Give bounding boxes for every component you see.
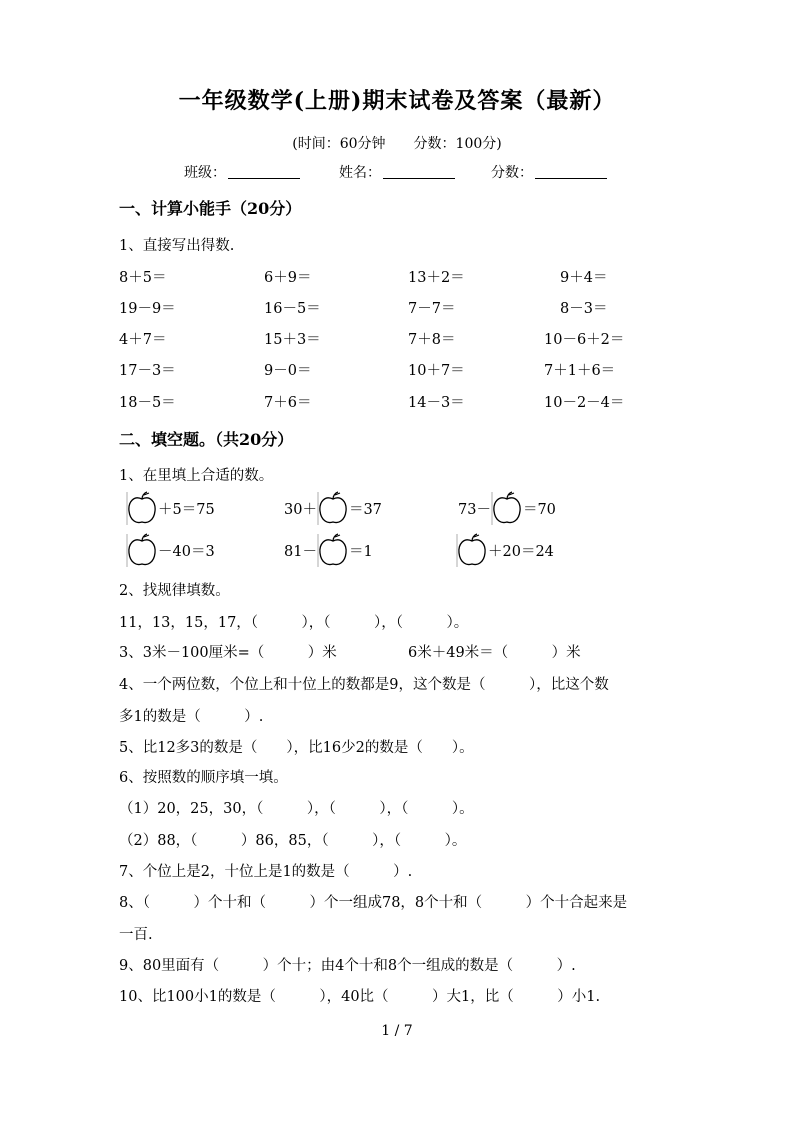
calc-item: 19－9＝ <box>119 301 176 317</box>
page-number: 1 / 7 <box>381 1023 413 1039</box>
apple-equation <box>284 490 382 526</box>
eq-prefix: 81－ <box>284 543 317 560</box>
section2-q6: 6、按照数的顺序填一填。 <box>119 770 288 786</box>
section2-q4-line2: 多1的数是（ ）. <box>119 709 264 725</box>
class-field <box>184 162 300 182</box>
name-blank[interactable] <box>383 164 455 179</box>
calc-item: 6＋9＝ <box>264 270 312 286</box>
calc-item: 13＋2＝ <box>408 270 465 286</box>
calc-item: 17－3＝ <box>119 363 176 379</box>
section2-q9: 9、80里面有（ ）个十；由4个十和8个一组成的数是（ ）. <box>119 958 576 974</box>
calc-item: 10－6＋2＝ <box>544 332 625 348</box>
section1-q1: 1、直接写出得数. <box>119 238 235 254</box>
apple-equation <box>458 490 556 526</box>
score-blank[interactable] <box>535 164 607 179</box>
calc-item: 18－5＝ <box>119 395 176 411</box>
eq-suffix: －40＝3 <box>158 543 215 560</box>
calc-item: 8＋5＝ <box>119 270 167 286</box>
eq-suffix: ＝70 <box>522 501 556 518</box>
calc-item: 7＋8＝ <box>408 332 456 348</box>
eq-prefix: 30＋ <box>284 501 317 518</box>
name-field <box>339 162 455 182</box>
calc-item: 10－2－4＝ <box>544 395 625 411</box>
apple-icon[interactable] <box>456 532 488 568</box>
apple-equation <box>284 532 373 568</box>
calc-item: 7＋6＝ <box>264 395 312 411</box>
section2-q4-line1: 4、一个两位数，个位上和十位上的数都是9，这个数是（ ），比这个数 <box>119 677 609 693</box>
apple-icon[interactable] <box>126 532 158 568</box>
score-label: 分数： <box>491 165 533 181</box>
time-limit: (时间：60分钟 <box>292 136 386 152</box>
section2-q3a: 3、3米－100厘米=（ ）米 <box>119 645 337 661</box>
section2-q6-2: （2）88，（ ）86，85，（ ），（ ）。 <box>119 833 467 849</box>
calc-item: 8－3＝ <box>560 301 608 317</box>
exam-subtitle <box>0 133 794 153</box>
class-blank[interactable] <box>228 164 300 179</box>
page-title: 一年级数学(上册)期末试卷及答案（最新） <box>178 88 616 114</box>
apple-equation <box>126 490 215 526</box>
section1-heading: 一、计算小能手（20分） <box>119 199 302 218</box>
apple-icon[interactable] <box>317 532 349 568</box>
apple-equation <box>456 532 554 568</box>
section2-q8-line2: 一百. <box>119 927 153 943</box>
section2-q2: 2、找规律填数。 <box>119 583 230 599</box>
eq-suffix: ＋20＝24 <box>488 543 554 560</box>
eq-suffix: ＋5＝75 <box>158 501 215 518</box>
name-label: 姓名： <box>339 165 381 181</box>
apple-equation <box>126 532 215 568</box>
section2-q6-1: （1）20，25，30，（ ），（ ），（ ）。 <box>119 801 474 817</box>
section2-q1: 1、在里填上合适的数。 <box>119 468 274 484</box>
score-field <box>491 162 607 182</box>
apple-icon[interactable] <box>491 490 523 526</box>
calc-item: 7＋1＋6＝ <box>544 363 616 379</box>
calc-item: 15＋3＝ <box>264 332 321 348</box>
eq-prefix: 73－ <box>458 501 491 518</box>
eq-suffix: ＝37 <box>348 501 382 518</box>
calc-item: 14－3＝ <box>408 395 465 411</box>
calc-item: 16－5＝ <box>264 301 321 317</box>
section2-q10: 10、比100小1的数是（ ），40比（ ）大1，比（ ）小1. <box>119 989 601 1005</box>
calc-item: 7－7＝ <box>408 301 456 317</box>
apple-icon[interactable] <box>317 490 349 526</box>
apple-icon[interactable] <box>126 490 158 526</box>
eq-suffix: ＝1 <box>348 543 373 560</box>
section2-q3b: 6米＋49米＝（ ）米 <box>408 645 581 661</box>
calc-item: 10＋7＝ <box>408 363 465 379</box>
section2-q8-line1: 8、（ ）个十和（ ）个一组成78，8个十和（ ）个十合起来是 <box>119 895 628 911</box>
class-label: 班级： <box>184 165 226 181</box>
section2-q2-sequence: 11，13，15，17，（ ），（ ），（ ）。 <box>119 615 469 631</box>
section2-q5: 5、比12多3的数是（ ），比16少2的数是（ ）。 <box>119 740 474 756</box>
section2-heading: 二、填空题。（共20分） <box>119 430 294 449</box>
total-score: 分数：100分) <box>413 136 502 152</box>
section2-q7: 7、个位上是2，十位上是1的数是（ ）. <box>119 864 413 880</box>
calc-item: 4＋7＝ <box>119 332 167 348</box>
calc-item: 9－0＝ <box>264 363 312 379</box>
calc-item: 9＋4＝ <box>560 270 608 286</box>
